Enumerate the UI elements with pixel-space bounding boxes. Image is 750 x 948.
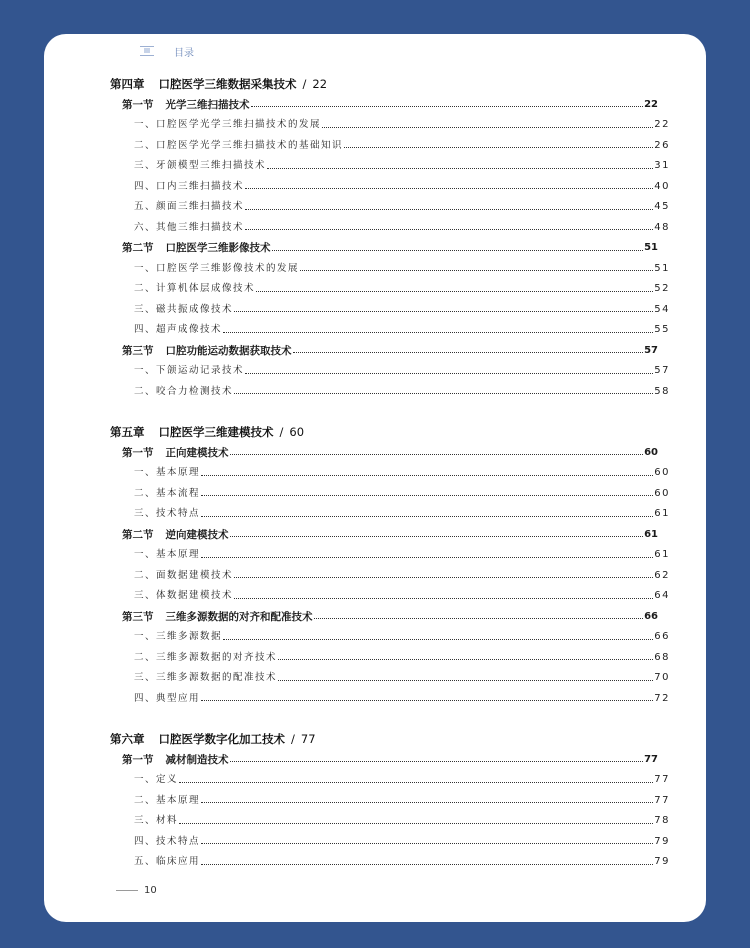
- dot-leader: [293, 342, 644, 353]
- toc-section[interactable]: [110, 95, 658, 115]
- item-title: 一、定义: [134, 774, 179, 785]
- dot-leader: [223, 629, 653, 640]
- page-ref: 62: [654, 569, 670, 581]
- item-title: 四、技术特点: [134, 835, 201, 847]
- item-title-wrap: [134, 197, 244, 217]
- item-title: 四、口内三维扫描技术: [134, 180, 245, 192]
- dot-leader: [201, 854, 653, 865]
- toc-item[interactable]: [110, 832, 670, 852]
- item-title: 一、口腔医学三维影像技术的发展: [134, 262, 300, 274]
- section-title: 正向建模技术: [165, 446, 229, 459]
- section-title-wrap: [122, 341, 292, 361]
- dot-leader: [234, 301, 653, 312]
- item-title: 三、技术特点: [134, 508, 201, 519]
- toc-chapter[interactable]: [110, 729, 646, 749]
- section-label: 第二节: [122, 242, 154, 254]
- section-title: 口腔功能运动数据获取技术: [165, 344, 292, 357]
- section-title-wrap: [122, 238, 271, 258]
- dot-leader: [251, 96, 644, 107]
- toc-section[interactable]: [110, 443, 658, 463]
- page-ref: 68: [654, 651, 670, 663]
- item-title-wrap: [134, 648, 277, 668]
- section-title-wrap: [122, 750, 229, 770]
- item-title-wrap: [134, 218, 244, 238]
- toc-section[interactable]: [110, 750, 658, 770]
- page-ref: 66: [644, 610, 658, 622]
- header-title: 目录: [174, 47, 194, 59]
- toc-item[interactable]: [110, 156, 670, 176]
- page-ref: 61: [654, 508, 670, 519]
- toc-item[interactable]: [110, 791, 670, 811]
- item-title-wrap: [134, 545, 200, 565]
- page-ref: 22: [644, 98, 658, 110]
- toc-item[interactable]: [110, 177, 670, 197]
- toc-item[interactable]: [110, 504, 670, 524]
- page-footer: [116, 885, 157, 896]
- toc-item[interactable]: [110, 300, 670, 320]
- toc-item[interactable]: [110, 586, 670, 606]
- dot-leader: [201, 506, 653, 517]
- dot-leader: [267, 158, 653, 169]
- item-title: 三、体数据建模技术: [134, 590, 234, 601]
- page-ref: 60: [644, 446, 658, 458]
- item-title: 一、基本原理: [134, 549, 201, 560]
- item-title-wrap: [134, 463, 200, 483]
- page-ref: 70: [654, 672, 670, 683]
- dot-leader: [230, 751, 644, 762]
- page-ref: 48: [654, 221, 670, 233]
- item-title: 二、面数据建模技术: [134, 569, 234, 581]
- chapter-title: 口腔医学三维建模技术: [158, 425, 274, 439]
- item-title: 四、超声成像技术: [134, 324, 223, 335]
- item-title-wrap: [134, 300, 233, 320]
- toc-item[interactable]: [110, 566, 670, 586]
- section-label: 第一节: [122, 446, 154, 459]
- toc-item[interactable]: [110, 259, 670, 279]
- page-ref: 60: [654, 467, 670, 478]
- dot-leader: [278, 649, 653, 660]
- section-title: 逆向建模技术: [165, 528, 229, 541]
- chapter-title: 口腔医学数字化加工技术: [158, 732, 285, 746]
- dot-leader: [201, 465, 653, 476]
- dot-leader: [201, 833, 653, 844]
- item-title: 一、下颌运动记录技术: [134, 365, 245, 376]
- dot-leader: [201, 485, 653, 496]
- toc-item[interactable]: [110, 770, 670, 790]
- item-title-wrap: [134, 668, 277, 688]
- item-title-wrap: [134, 811, 178, 831]
- page-ref: 78: [654, 815, 670, 826]
- page-ref: 64: [654, 590, 670, 601]
- item-title: 一、三维多源数据: [134, 631, 223, 642]
- page-ref: 51: [654, 262, 670, 274]
- item-title-wrap: [134, 361, 244, 381]
- dot-leader: [201, 690, 653, 701]
- item-title-wrap: [134, 484, 200, 504]
- dot-leader: [314, 608, 644, 619]
- item-title: 二、三维多源数据的对齐技术: [134, 651, 278, 663]
- item-title: 二、口腔医学光学三维扫描技术的基础知识: [134, 139, 344, 151]
- chapter-title: 口腔医学三维数据采集技术: [158, 77, 297, 91]
- toc-item[interactable]: [110, 382, 670, 402]
- page-ref: 26: [654, 139, 670, 151]
- toc-chapter[interactable]: [110, 422, 646, 442]
- toc-item[interactable]: [110, 668, 670, 688]
- toc-item[interactable]: [110, 484, 670, 504]
- dot-leader: [234, 567, 653, 578]
- page-ref: 52: [654, 283, 670, 294]
- toc-item[interactable]: [110, 463, 670, 483]
- item-title-wrap: [134, 791, 200, 811]
- page-ref: 58: [654, 385, 670, 397]
- item-title: 二、咬合力检测技术: [134, 385, 234, 397]
- section-title-wrap: [122, 443, 229, 463]
- toc-item[interactable]: [110, 545, 670, 565]
- page-ref: 77: [654, 794, 670, 806]
- dot-leader: [223, 322, 653, 333]
- dot-leader: [300, 260, 653, 271]
- section-title-wrap: [122, 607, 313, 627]
- chapter-page: 77: [300, 732, 316, 746]
- chapter-label: 第六章: [110, 732, 145, 746]
- item-title-wrap: [134, 156, 266, 176]
- section-title: 减材制造技术: [165, 753, 229, 766]
- item-title: 六、其他三维扫描技术: [134, 221, 245, 233]
- item-title: 五、颜面三维扫描技术: [134, 201, 245, 212]
- toc-item[interactable]: [110, 136, 670, 156]
- chapter-separator: /: [291, 732, 295, 746]
- toc-chapter[interactable]: [110, 74, 646, 94]
- page-ref: 40: [654, 180, 670, 192]
- item-title-wrap: [134, 852, 200, 872]
- page-ref: 72: [654, 692, 670, 704]
- dot-leader: [272, 240, 644, 251]
- page-ref: 61: [654, 549, 670, 560]
- dot-leader: [278, 670, 653, 681]
- page-ref: 51: [644, 242, 658, 253]
- page-ref: 54: [654, 303, 670, 315]
- page-ref: 79: [654, 835, 670, 847]
- section-title: 三维多源数据的对齐和配准技术: [165, 610, 313, 623]
- footer-rule: [116, 890, 138, 891]
- item-title-wrap: [134, 689, 200, 709]
- page-ref: 31: [654, 160, 670, 171]
- item-title-wrap: [134, 566, 233, 586]
- dot-leader: [234, 588, 653, 599]
- item-title-wrap: [134, 627, 222, 647]
- toc-item[interactable]: [110, 648, 670, 668]
- item-title-wrap: [134, 770, 178, 790]
- toc-item[interactable]: [110, 279, 670, 299]
- page-ref: 77: [644, 753, 658, 765]
- toc-section[interactable]: [110, 607, 658, 627]
- dot-leader: [179, 813, 653, 824]
- chapter-separator: /: [279, 425, 284, 439]
- dot-leader: [230, 444, 644, 455]
- item-title-wrap: [134, 504, 200, 524]
- dot-leader: [322, 117, 653, 128]
- dot-leader: [245, 199, 653, 210]
- document-page: [44, 34, 706, 922]
- dot-leader: [344, 137, 653, 148]
- chapter-label: 第四章: [110, 77, 145, 91]
- dot-leader: [245, 363, 653, 374]
- item-title-wrap: [134, 115, 321, 135]
- page-ref: 60: [654, 487, 670, 499]
- item-title: 二、计算机体层成像技术: [134, 283, 256, 294]
- header-ornament-icon: [140, 46, 154, 56]
- item-title-wrap: [134, 259, 299, 279]
- dot-leader: [201, 792, 653, 803]
- toc-section[interactable]: [110, 525, 658, 545]
- chapter-label: 第五章: [110, 425, 145, 439]
- section-title-wrap: [122, 95, 250, 115]
- dot-leader: [201, 547, 653, 558]
- page-ref: 57: [654, 365, 670, 376]
- toc-section[interactable]: [110, 341, 658, 361]
- section-title: 口腔医学三维影像技术: [165, 242, 271, 254]
- page-ref: 61: [644, 528, 658, 540]
- toc-item[interactable]: [110, 115, 670, 135]
- item-title: 一、口腔医学光学三维扫描技术的发展: [134, 119, 322, 130]
- item-title: 三、牙颌模型三维扫描技术: [134, 160, 267, 171]
- page-ref: 77: [654, 774, 670, 785]
- section-label: 第二节: [122, 528, 154, 541]
- dot-leader: [256, 281, 653, 292]
- dot-leader: [179, 772, 653, 783]
- page-number: 10: [144, 885, 157, 896]
- toc-item[interactable]: [110, 320, 670, 340]
- toc-item[interactable]: [110, 361, 670, 381]
- dot-leader: [230, 526, 644, 537]
- toc-item[interactable]: [110, 852, 670, 872]
- item-title-wrap: [134, 279, 255, 299]
- item-title: 二、基本原理: [134, 794, 201, 806]
- item-title-wrap: [134, 586, 233, 606]
- toc-item[interactable]: [110, 811, 670, 831]
- toc-item[interactable]: [110, 689, 670, 709]
- dot-leader: [234, 383, 653, 394]
- item-title-wrap: [134, 382, 233, 402]
- dot-leader: [245, 178, 653, 189]
- item-title-wrap: [134, 136, 343, 156]
- item-title-wrap: [134, 832, 200, 852]
- item-title: 五、临床应用: [134, 856, 201, 867]
- toc-item[interactable]: [110, 627, 670, 647]
- toc-item[interactable]: [110, 218, 670, 238]
- dot-leader: [245, 219, 653, 230]
- page-ref: 66: [654, 631, 670, 642]
- page-ref: 55: [654, 324, 670, 335]
- item-title: 三、磁共振成像技术: [134, 303, 234, 315]
- page-ref: 57: [644, 344, 658, 356]
- section-label: 第三节: [122, 610, 154, 623]
- section-title: 光学三维扫描技术: [165, 98, 250, 111]
- item-title: 二、基本流程: [134, 487, 201, 499]
- toc-section[interactable]: [110, 238, 658, 258]
- section-title-wrap: [122, 525, 229, 545]
- chapter-page: 22: [312, 77, 328, 91]
- chapter-separator: /: [302, 77, 307, 91]
- item-title: 三、材料: [134, 815, 179, 826]
- toc-item[interactable]: [110, 197, 670, 217]
- page-ref: 45: [654, 201, 670, 212]
- item-title-wrap: [134, 177, 244, 197]
- item-title-wrap: [134, 320, 222, 340]
- section-label: 第一节: [122, 98, 154, 111]
- item-title: 三、三维多源数据的配准技术: [134, 672, 278, 683]
- page-ref: 22: [654, 119, 670, 130]
- section-label: 第三节: [122, 344, 154, 357]
- chapter-page: 60: [289, 425, 305, 439]
- section-label: 第一节: [122, 753, 154, 766]
- item-title: 一、基本原理: [134, 467, 201, 478]
- page-ref: 79: [654, 856, 670, 867]
- running-header: [140, 44, 194, 58]
- item-title: 四、典型应用: [134, 692, 201, 704]
